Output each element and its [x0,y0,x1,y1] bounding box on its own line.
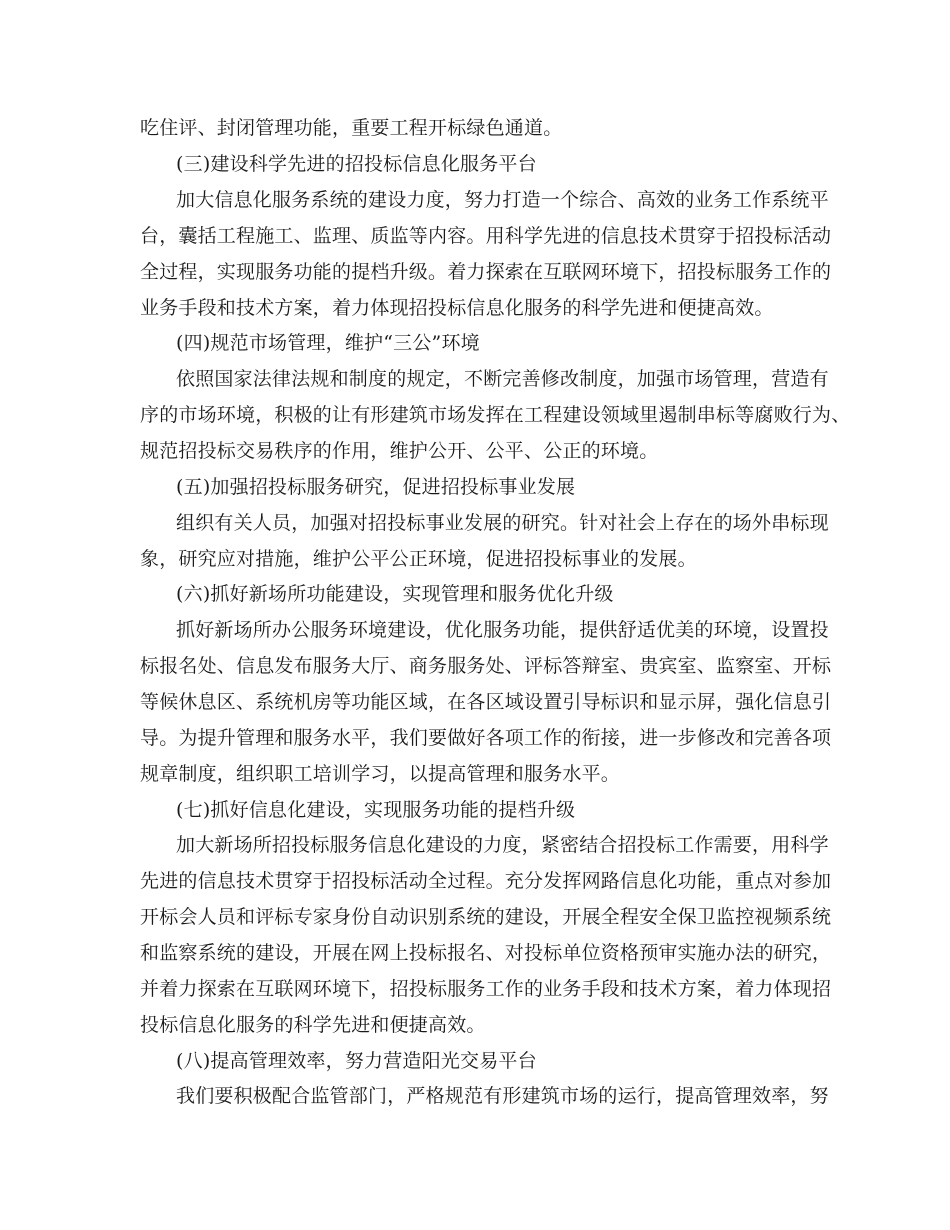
section-heading: (八)提高管理效率，努力营造阳光交易平台 [176,1050,537,1072]
paragraph-line: 等候休息区、系统机房等功能区域，在各区域设置引导标识和显示屏，强化信息引 [140,691,832,713]
text-line: 吃住评、封闭管理功能，重要工程开标绿色通道。 [140,117,563,139]
paragraph-line: 导。为提升管理和服务水平，我们要做好各项工作的衔接，进一步修改和完善各项 [140,727,832,749]
paragraph-line: 和监察系统的建设，开展在网上投标报名、对投标单位资格预审实施办法的研究， [140,942,832,964]
section-heading: (七)抓好信息化建设，实现服务功能的提档升级 [176,799,576,821]
paragraph-line: 全过程，实现服务功能的提档升级。着力探索在互联网环境下，招投标服务工作的 [140,261,832,283]
paragraph-line: 投标信息化服务的科学先进和便捷高效。 [140,1014,486,1036]
paragraph-line: 加大信息化服务系统的建设力度，努力打造一个综合、高效的业务工作系统平 [176,189,829,211]
paragraph-line: 组织有关人员，加强对招投标事业发展的研究。针对社会上存在的场外串标现 [176,512,829,534]
paragraph-line: 规章制度，组织职工培训学习，以提高管理和服务水平。 [140,763,621,785]
section-heading: (四)规范市场管理，维护“三公”环境 [176,332,480,354]
section-heading: (五)加强招投标服务研究，促进招投标事业发展 [176,476,576,498]
paragraph-line: 台，囊括工程施工、监理、质监等内容。用科学先进的信息技术贯穿于招投标活动 [140,225,832,247]
paragraph-line: 标报名处、信息发布服务大厅、商务服务处、评标答辩室、贵宾室、监察室、开标 [140,655,832,677]
paragraph-line: 序的市场环境，积极的让有形建筑市场发挥在工程建设领域里遏制串标等腐败行为、 [140,404,851,426]
paragraph-line: 先进的信息技术贯穿于招投标活动全过程。充分发挥网路信息化功能，重点对参加 [140,870,832,892]
paragraph-line: 规范招投标交易秩序的作用，维护公开、公平、公正的环境。 [140,440,659,462]
paragraph-line: 并着力探索在互联网环境下，招投标服务工作的业务手段和技术方案，着力体现招 [140,978,832,1000]
paragraph-line: 抓好新场所办公服务环境建设，优化服务功能，提供舒适优美的环境，设置投 [176,619,829,641]
section-heading: (六)抓好新场所功能建设，实现管理和服务优化升级 [176,583,614,605]
paragraph-line: 加大新场所招投标服务信息化建设的力度，紧密结合招投标工作需要，用科学 [176,834,829,856]
paragraph-line: 依照国家法律法规和制度的规定，不断完善修改制度，加强市场管理，营造有 [176,368,829,390]
section-heading: (三)建设科学先进的招投标信息化服务平台 [176,153,537,175]
paragraph-line: 开标会人员和评标专家身份自动识别系统的建设，开展全程安全保卫监控视频系统 [140,906,832,928]
paragraph-line: 业务手段和技术方案，着力体现招投标信息化服务的科学先进和便捷高效。 [140,297,774,319]
paragraph-line: 我们要积极配合监管部门，严格规范有形建筑市场的运行，提高管理效率，努 [176,1085,829,1107]
paragraph-line: 象，研究应对措施，维护公平公正环境，促进招投标事业的发展。 [140,548,697,570]
